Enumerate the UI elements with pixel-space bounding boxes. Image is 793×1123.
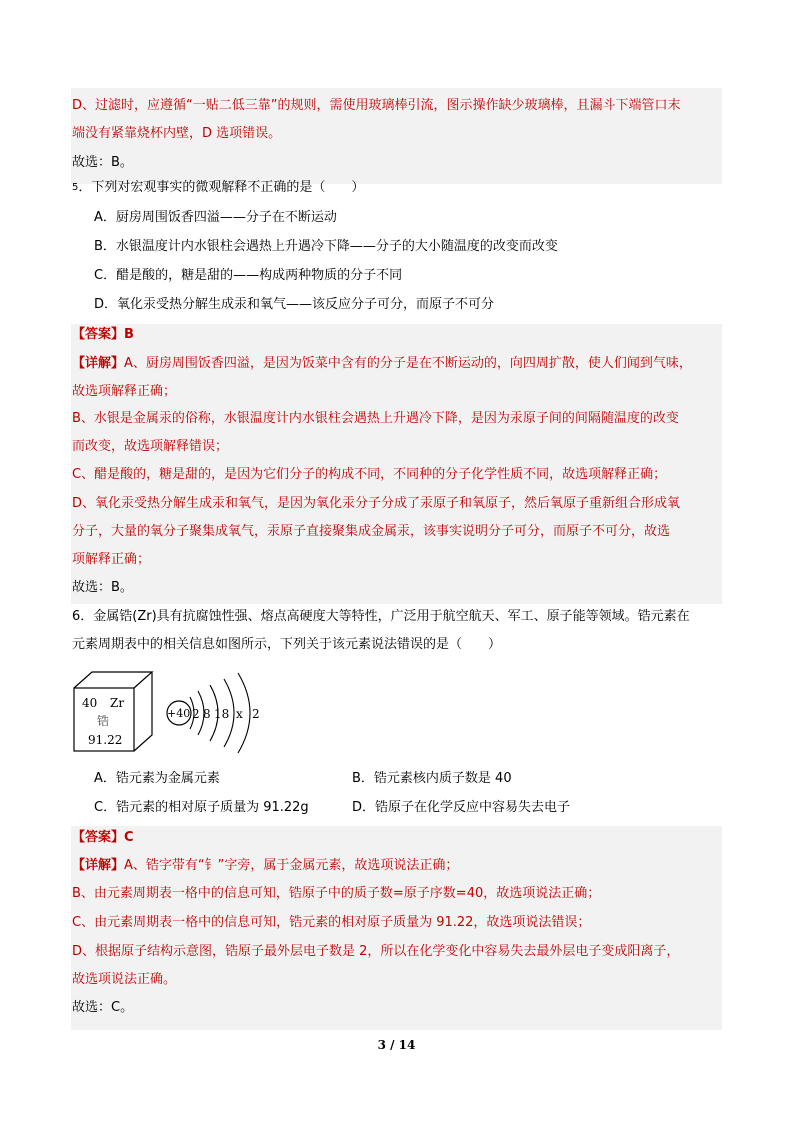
question-5-stem bbox=[72, 178, 364, 198]
option-b: B．水银温度计内水银柱会遇热上升遇冷下降——分子的大小随温度的改变而改变 bbox=[94, 239, 558, 254]
question-text: ．下列对宏观事实的微观解释不正确的是（ ） bbox=[78, 180, 365, 195]
detail-line: D、氧化汞受热分解生成汞和氧气，是因为氧化汞分子分成了汞原子和氧原子，然后氧原子重新组合形成氧 bbox=[72, 496, 681, 511]
detail-line: 而改变，故选项解释错误； bbox=[72, 439, 229, 454]
question-6-stem: 元素周期表中的相关信息如图所示，下列关于该元素说法错误的是（ ） bbox=[72, 637, 502, 652]
question-number: 5 bbox=[72, 182, 79, 193]
answer-value: B bbox=[124, 327, 134, 342]
detail-tag: 【详解】 bbox=[72, 858, 125, 873]
answer-line bbox=[72, 325, 134, 345]
detail-line: 故选项解释正确； bbox=[72, 384, 177, 399]
answer-line bbox=[72, 828, 134, 848]
zirconium-figure bbox=[72, 663, 272, 758]
conclusion-line: 故选：B。 bbox=[72, 580, 133, 595]
option-b: B．锆元素核内质子数是 40 bbox=[352, 771, 512, 786]
explanation-line: D、过滤时，应遵循“一贴二低三靠”的规则，需使用玻璃棒引流，图示操作缺少玻璃棒，且漏斗下端管口末 bbox=[72, 98, 681, 113]
detail-line: C、由元素周期表一格中的信息可知，锆元素的相对原子质量为 91.22，故选项说法错误； bbox=[72, 915, 591, 930]
element-symbol: Zr bbox=[110, 696, 125, 710]
detail-line: B、由元素周期表一格中的信息可知，锆原子中的质子数=原子序数=40，故选项说法正确； bbox=[72, 886, 601, 901]
detail-line: 分子，大量的氧分子聚集成氧气，汞原子直接聚集成金属汞，该事实说明分子可分，而原子不可分，故选 bbox=[72, 524, 671, 539]
option-c: C．醋是酸的，糖是甜的——构成两种物质的分子不同 bbox=[94, 268, 403, 283]
detail-tag: 【详解】 bbox=[72, 356, 125, 371]
shell-2-count: 8 bbox=[203, 707, 211, 721]
shell-4-count: x bbox=[236, 707, 243, 721]
detail-text: A、锆字带有“钅”字旁，属于金属元素，故选项说法正确； bbox=[124, 858, 459, 873]
shell-1-count: 2 bbox=[192, 707, 200, 721]
detail-line: C、醋是酸的，糖是甜的，是因为它们分子的构成不同，不同种的分子化学性质不同，故选项解释正确； bbox=[72, 467, 667, 482]
answer-value: C bbox=[124, 830, 134, 845]
element-diagram bbox=[72, 663, 272, 758]
explanation-line: 端没有紧靠烧杯内壁，D 选项错误。 bbox=[72, 126, 282, 141]
atomic-number: 40 bbox=[82, 696, 98, 710]
detail-line: 故选项说法正确。 bbox=[72, 972, 177, 987]
detail-line: B、水银是金属汞的俗称，水银温度计内水银柱会遇热上升遇冷下降，是因为汞原子间的间隔随温度的改变 bbox=[72, 411, 679, 426]
shell-5-count: 2 bbox=[252, 707, 260, 721]
answer-tag: 【答案】 bbox=[72, 830, 125, 845]
option-c: C．锆元素的相对原子质量为 91.22g bbox=[94, 800, 309, 815]
option-d: D．氧化汞受热分解生成汞和氧气——该反应分子可分，而原子不可分 bbox=[94, 297, 495, 312]
page-number: 3 / 14 bbox=[377, 1038, 416, 1052]
element-name: 锆 bbox=[97, 714, 110, 728]
detail-text: A、厨房周围饭香四溢，是因为饭菜中含有的分子是在不断运动的，向四周扩散，使人们闻到气味， bbox=[124, 356, 692, 371]
nucleus-charge: +40 bbox=[167, 707, 191, 720]
conclusion-line: 故选：C。 bbox=[72, 1000, 134, 1015]
option-d: D．锆原子在化学反应中容易失去电子 bbox=[352, 800, 571, 815]
detail-line bbox=[72, 354, 692, 374]
question-6-stem: 6．金属锆(Zr)具有抗腐蚀性强、熔点高硬度大等特性，广泛用于航空航天、军工、原子能等领域。锆元素在 bbox=[72, 609, 690, 624]
option-a: A．锆元素为金属元素 bbox=[94, 771, 220, 786]
option-a: A．厨房周围饭香四溢——分子在不断运动 bbox=[94, 210, 337, 225]
detail-line bbox=[72, 856, 458, 876]
shell-3-count: 18 bbox=[214, 707, 230, 721]
detail-line: 项解释正确； bbox=[72, 552, 151, 567]
atomic-mass: 91.22 bbox=[88, 733, 123, 747]
answer-tag: 【答案】 bbox=[72, 327, 125, 342]
detail-line: D、根据原子结构示意图，锆原子最外层电子数是 2，所以在化学变化中容易失去最外层电子变成阳离子， bbox=[72, 944, 680, 959]
conclusion-line: 故选：B。 bbox=[72, 155, 133, 170]
